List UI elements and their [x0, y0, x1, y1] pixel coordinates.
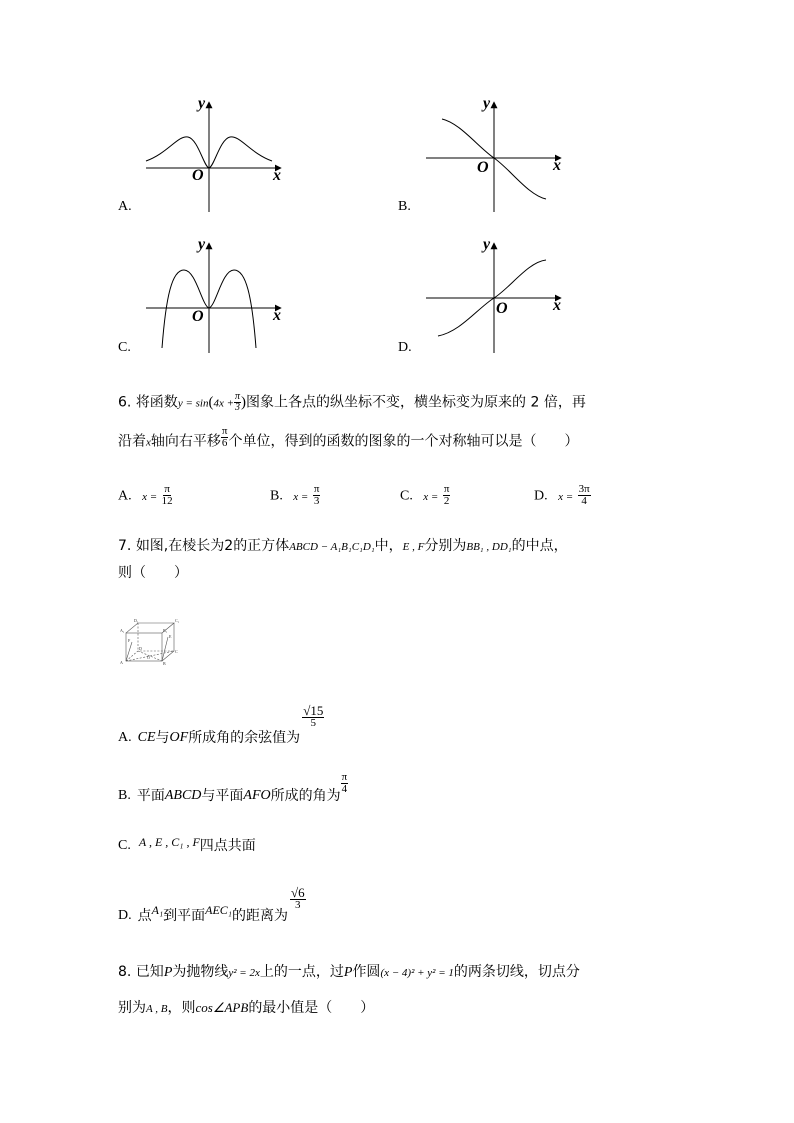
text: 如图,在棱长为: [135, 538, 225, 554]
fig-label: E: [169, 634, 172, 639]
text: 轴向右平移: [150, 433, 221, 450]
option-lhs: x =: [293, 490, 309, 503]
option-den: 3: [313, 495, 320, 507]
y-label: y: [483, 236, 491, 253]
option-label: B.: [398, 199, 411, 214]
option-letter: B.: [270, 488, 283, 504]
option-den: 3: [295, 899, 301, 911]
text: 分别为: [424, 538, 467, 554]
shift-denom: 6: [221, 437, 228, 449]
cos-expr: cos∠APB: [195, 1000, 249, 1015]
text: 的中点，: [511, 538, 568, 554]
question-6-line2: [118, 425, 579, 453]
text: 所成角的余弦值为: [188, 730, 301, 746]
fig-label: O: [147, 655, 150, 660]
text: 的正方体: [233, 538, 290, 554]
text: 已知: [135, 964, 164, 980]
text: 中，: [374, 538, 403, 554]
q7-option-b[interactable]: [118, 772, 348, 806]
text: 的距离为: [231, 908, 288, 924]
sqrt-arg: 15: [310, 703, 324, 718]
q6-option-c[interactable]: [400, 484, 450, 507]
option-letter: B.: [118, 788, 131, 803]
point-p: P: [343, 965, 353, 980]
option-lhs: x =: [142, 490, 158, 503]
text: 为抛物线: [172, 964, 229, 980]
origin-label: O: [477, 159, 489, 176]
fig-label: F: [128, 638, 131, 643]
y-label: y: [198, 236, 206, 253]
fig-label: C₁: [175, 618, 180, 623]
parabola-eq: y² = 2x: [228, 967, 260, 979]
option-num: π: [313, 483, 320, 495]
graph-b-svg: [398, 95, 578, 220]
text: 图象上各点的纵坐标不变，横坐标变为原来的 2 倍，再: [246, 394, 586, 411]
option-den: 4: [341, 783, 348, 795]
option-label: C.: [118, 340, 131, 355]
graph-c-svg: [118, 236, 298, 361]
q6-option-b[interactable]: [270, 484, 320, 507]
fig-label: B: [163, 661, 166, 665]
graph-a-svg: [118, 95, 298, 220]
q7-option-c[interactable]: [118, 832, 256, 856]
graph-option-d: [398, 236, 578, 361]
option-num: π: [164, 483, 170, 495]
question-number: 6.: [118, 394, 132, 411]
option-den: 4: [581, 495, 587, 507]
text: 则（ ）: [118, 565, 188, 581]
option-letter: D.: [534, 488, 548, 504]
x-label: x: [273, 307, 281, 324]
graph-option-c: [118, 236, 298, 361]
func-denom: 3: [235, 402, 241, 413]
option-den: 5: [310, 717, 316, 729]
text: 平面: [136, 788, 165, 804]
q6-option-a[interactable]: [118, 484, 173, 507]
point-a1: A₁: [151, 903, 164, 917]
option-num: 3π: [578, 483, 590, 495]
text: 上的一点，过: [259, 964, 344, 980]
question-6-line1: 6. 将函数y = sin(4x + $\frac{\pi}{3}$ )图象上各点的纵坐标不变，横坐标变为原来的 2 倍，再: [118, 391, 586, 413]
question-8-line1: [118, 962, 580, 983]
origin-label: O: [192, 308, 204, 325]
x-label: x: [273, 167, 281, 184]
plane-aec1: AEC₁: [205, 903, 232, 917]
func-pi: π: [235, 391, 241, 402]
text: 作圆: [352, 964, 381, 980]
graph-d-svg: [398, 236, 578, 361]
option-letter: C.: [118, 838, 131, 853]
edge-length: 2: [224, 538, 234, 554]
option-letter: C.: [400, 488, 413, 504]
option-den: 12: [161, 495, 173, 507]
circle-eq: (x − 4)² + y² = 1: [380, 967, 454, 979]
point-p: P: [163, 965, 173, 980]
segment-of: OF: [169, 730, 189, 745]
origin-label: O: [192, 167, 204, 184]
text: 所成的角为: [270, 788, 341, 804]
option-label: D.: [398, 340, 412, 355]
option-den: 2: [443, 495, 450, 507]
option-num: π: [341, 771, 348, 783]
graph-option-b: [398, 95, 578, 220]
option-lhs: x =: [423, 490, 439, 503]
text: ，则: [167, 1000, 196, 1016]
cube-name: ABCD − A₁B₁C₁D₁: [289, 541, 375, 553]
fig-label: C: [175, 649, 178, 654]
fig-label: A₁: [120, 628, 125, 633]
option-letter: D.: [118, 908, 132, 923]
q7-option-d[interactable]: D. 点 A₁ 到平面 AEC₁ 的距离为 $\frac{√6}{3}$: [118, 885, 305, 924]
option-letter: A.: [118, 488, 132, 504]
q7-option-a[interactable]: A. CE 与 OF 所成角的余弦值为 $\frac{√15}{5}$: [118, 703, 324, 746]
x-label: x: [553, 297, 561, 314]
text: 将函数: [135, 394, 178, 411]
text: 的两条切线，切点分: [453, 964, 580, 980]
question-number: 7.: [118, 538, 132, 554]
fig-label: A: [120, 660, 123, 665]
func-lhs: y = sin: [177, 397, 209, 410]
segment-ce: CE: [137, 730, 156, 745]
x-label: x: [553, 157, 561, 174]
plane-abcd: ABCD: [164, 788, 202, 803]
cube-svg: [120, 617, 180, 665]
question-7-line1: [118, 536, 568, 557]
text: 与: [155, 730, 170, 746]
text: 到平面: [163, 908, 206, 924]
text: 四点共面: [199, 838, 256, 854]
text: 与平面: [201, 788, 244, 804]
points-ef: E , F: [402, 541, 425, 553]
option-letter: A.: [118, 730, 132, 745]
fig-label: D: [139, 646, 142, 651]
text: 沿着: [118, 433, 146, 450]
text: 个单位，得到的函数的图象的一个对称轴可以是（ ）: [228, 433, 579, 450]
points-list: A , E , C₁ , F: [138, 835, 200, 849]
func-arg: 4x +: [213, 397, 235, 410]
sqrt-arg: 6: [298, 885, 305, 900]
option-label: A.: [118, 199, 132, 214]
y-label: y: [483, 95, 491, 112]
cube-figure: [120, 617, 180, 665]
question-number: 8.: [118, 964, 132, 980]
q6-option-d[interactable]: [534, 484, 591, 507]
text: 别为: [118, 1000, 146, 1016]
edges-bb-dd: BB₁ , DD₁: [466, 541, 512, 553]
plane-afo: AFO: [243, 788, 271, 803]
shift-pi: π: [221, 425, 228, 437]
y-label: y: [198, 95, 206, 112]
graph-option-a: [118, 95, 298, 220]
text: 点: [137, 908, 152, 924]
origin-label: O: [496, 300, 508, 317]
question-7-line2: [118, 563, 188, 583]
option-lhs: x =: [558, 490, 574, 503]
points-ab: A , B: [146, 1003, 168, 1015]
option-num: π: [443, 483, 450, 495]
x-var: x: [146, 436, 151, 449]
question-8-line2: [118, 998, 374, 1019]
fig-label: B₁: [163, 628, 168, 633]
text: 的最小值是（ ）: [248, 1000, 375, 1016]
fig-label: D₁: [134, 618, 139, 623]
